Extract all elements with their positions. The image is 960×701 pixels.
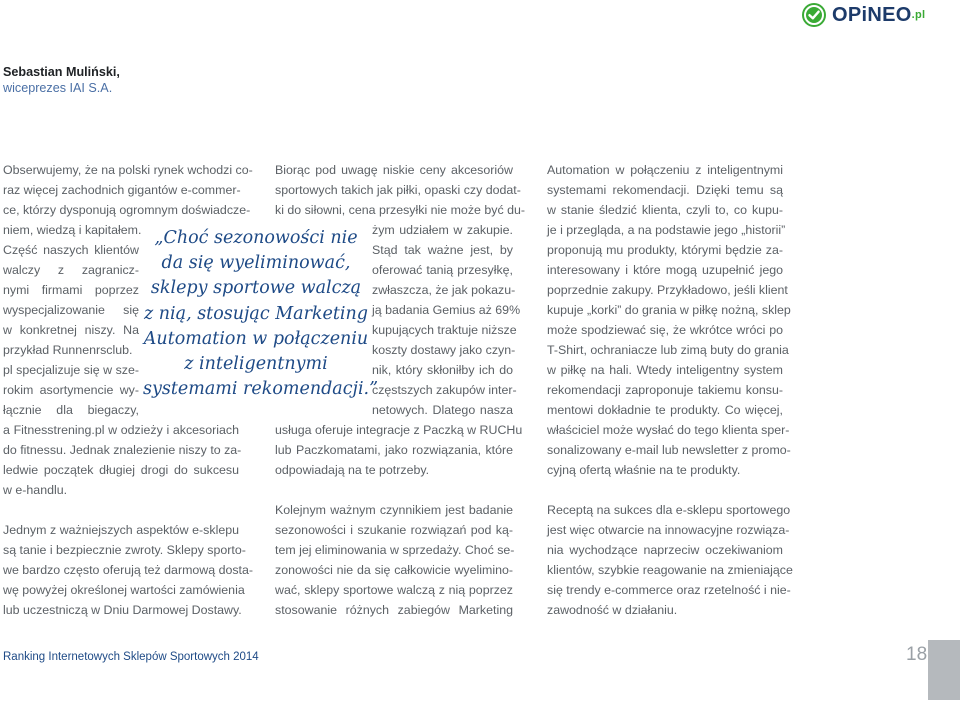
text-line: mentowi dokładnie te produkty. Co więcej,: [547, 403, 783, 417]
text-line: T-Shirt, ochraniacze lub zimą buty do grania: [547, 343, 789, 357]
text-line: pl specjalizuje się w sze-: [3, 363, 139, 377]
text-line: proponują mu produkty, którymi będzie za-: [547, 243, 783, 257]
text-line: wać, sklepy sportowe walczą z nią poprzez: [275, 583, 513, 597]
text-line: usługa oferuje integracje z Paczką w RUCHu: [275, 423, 523, 437]
text-line: zonowości nie da się całkowicie wyelimino-: [275, 563, 513, 577]
text-line: klientów, szybkie reagowanie na zmieniające: [547, 563, 793, 577]
text-line: Obserwujemy, że na polski rynek wchodzi co-: [3, 163, 253, 177]
text-line: może spodziewać się, że wkrótce wróci po: [547, 323, 783, 337]
text-line: się trendy e-commerce oraz rzetelność i nie-: [547, 583, 791, 597]
text-line: ki do siłowni, cena przesyłki nie może być du-: [275, 203, 525, 217]
text-line: niem, wiedzą i kapitałem.: [3, 223, 142, 237]
quote-line: z nią, stosując Marketing: [143, 303, 368, 324]
text-line: a Fitnesstrening.pl w odzieży i akcesoriach: [3, 423, 239, 437]
text-line: Stąd tak ważne jest, by: [372, 243, 513, 257]
text-line: wyspecjalizowanie się: [3, 303, 139, 317]
page-number: 18: [906, 644, 928, 665]
check-icon: [802, 3, 826, 27]
footer-title: Ranking Internetowych Sklepów Sportowych 2014: [3, 651, 259, 663]
text-line: zawodność w działaniu.: [547, 603, 678, 617]
text-line: sonalizowany e-mail lub newsletter z promo-: [547, 443, 791, 457]
text-line: w piłkę na hali. Wtedy inteligentny system: [547, 363, 783, 377]
text-line: rokim asortymencie wy-: [3, 383, 139, 397]
text-line: netowych. Dlatego nasza: [372, 403, 513, 417]
text-line: oferować tanią przesyłkę,: [372, 263, 513, 277]
text-line: systemami rekomendacji. Dzięki temu są: [547, 183, 783, 197]
text-line: przykład Runnenrsclub.: [3, 343, 133, 357]
column-3: [547, 160, 793, 620]
text-line: Część naszych klientów: [3, 243, 139, 257]
text-line: zwłaszcza, że jak pokazu-: [372, 283, 516, 297]
quote-line: „Choć sezonowości nie: [154, 228, 358, 248]
page-marker: [928, 640, 960, 700]
text-line: nia wychodzące naprzeciw oczekiwaniom: [547, 543, 783, 557]
quote-line: Automation w połączeniu: [143, 328, 369, 349]
text-line: Kolejnym ważnym czynnikiem jest badanie: [275, 503, 513, 517]
logo-text: OPiNEO$^{.pl}$: [832, 4, 926, 26]
text-line: tem jej eliminowania w sprzedaży. Choć se-: [275, 543, 515, 557]
author-block: [3, 64, 120, 96]
author-name: Sebastian Muliński,: [3, 65, 120, 79]
text-line: sportowych takich jak piłki, opaski czy dodat-: [275, 183, 521, 197]
text-line: walczy z zagranicz-: [3, 263, 139, 277]
text-line: Automation w połączeniu z inteligentnymi: [547, 163, 783, 177]
text-line: ce, którzy dysponują ogromnym doświadcze-: [3, 203, 251, 217]
text-line: odpowiadają na te potrzeby.: [275, 463, 430, 477]
quote-line: systemami rekomendacji.”: [143, 379, 379, 400]
author-role: wiceprezes IAI S.A.: [3, 81, 113, 95]
text-line: stosowanie różnych zabiegów Marketing: [275, 603, 513, 617]
opineo-logo: [802, 3, 925, 27]
text-line: rekomendacji zaproponuje takiemu konsu-: [547, 383, 783, 397]
text-line: Receptą na sukces dla e-sklepu sportowego: [547, 503, 791, 517]
text-line: są tanie i bezpiecznie zwroty. Sklepy sporto-: [3, 543, 246, 557]
text-line: we bardzo często oferują też darmową dosta-: [3, 563, 254, 577]
text-line: lub Paczkomatami, jako rozwiązania, które: [275, 443, 513, 457]
text-line: ją badania Gemius aż 69%: [372, 303, 521, 317]
quote-line: z inteligentnymi: [184, 354, 328, 375]
text-line: jest więc otwarcie na innowacyjne rozwiąza-: [547, 523, 790, 537]
text-line: koszty dostawy jako czyn-: [372, 343, 516, 357]
text-line: kupuje „korki” do grania w piłkę nożną, sklep: [547, 303, 791, 317]
text-line: ledwie początek długiej drogi do sukcesu: [3, 463, 239, 477]
text-line: żym udziałem w zakupie.: [372, 223, 513, 237]
text-line: interesowany i które mogą uzupełnić jego: [547, 263, 783, 277]
text-line: poprzednie zakupy. Przykładowo, jeśli klient: [547, 283, 788, 297]
text-line: nik, który skłoniłby ich do: [372, 363, 513, 377]
text-line: Jednym z ważniejszych aspektów e-sklepu: [3, 523, 239, 537]
text-line: wę powyżej określonej wartości zamówienia: [3, 583, 245, 597]
text-line: Biorąc pod uwagę niskie ceny akcesoriów: [275, 163, 513, 177]
text-line: częstszych zakupów inter-: [372, 383, 517, 397]
text-line: kupujących traktuje niższe: [372, 323, 517, 337]
text-line: w e-handlu.: [3, 483, 68, 497]
text-line: je i przegląda, a na podstawie jego „historii”: [547, 223, 786, 237]
text-line: raz więcej zachodnich gigantów e-commer-: [3, 183, 241, 197]
text-line: w stanie śledzić klienta, czyli to, co kupu-: [547, 203, 783, 217]
text-line: lub uczestniczą w Dniu Darmowej Dostawy.: [3, 603, 242, 617]
quote-line: sklepy sportowe walczą: [150, 278, 362, 299]
column-2: [275, 160, 525, 620]
text-line: sezonowości i szukanie rozwiązań pod ką-: [275, 523, 513, 537]
text-line: cyjną ofertą właśnie na te produkty.: [547, 463, 741, 477]
text-line: łącznie dla biegaczy,: [3, 403, 139, 417]
text-line: do fitnessu. Jednak znalezienie niszy to za-: [3, 443, 242, 457]
text-line: w konkretnej niszy. Na: [3, 323, 139, 337]
quote-line: da się wyeliminować,: [161, 253, 351, 274]
text-line: właściciel może wysłać do tego klienta sper-: [547, 423, 790, 437]
text-line: nymi firmami poprzez: [3, 283, 139, 297]
